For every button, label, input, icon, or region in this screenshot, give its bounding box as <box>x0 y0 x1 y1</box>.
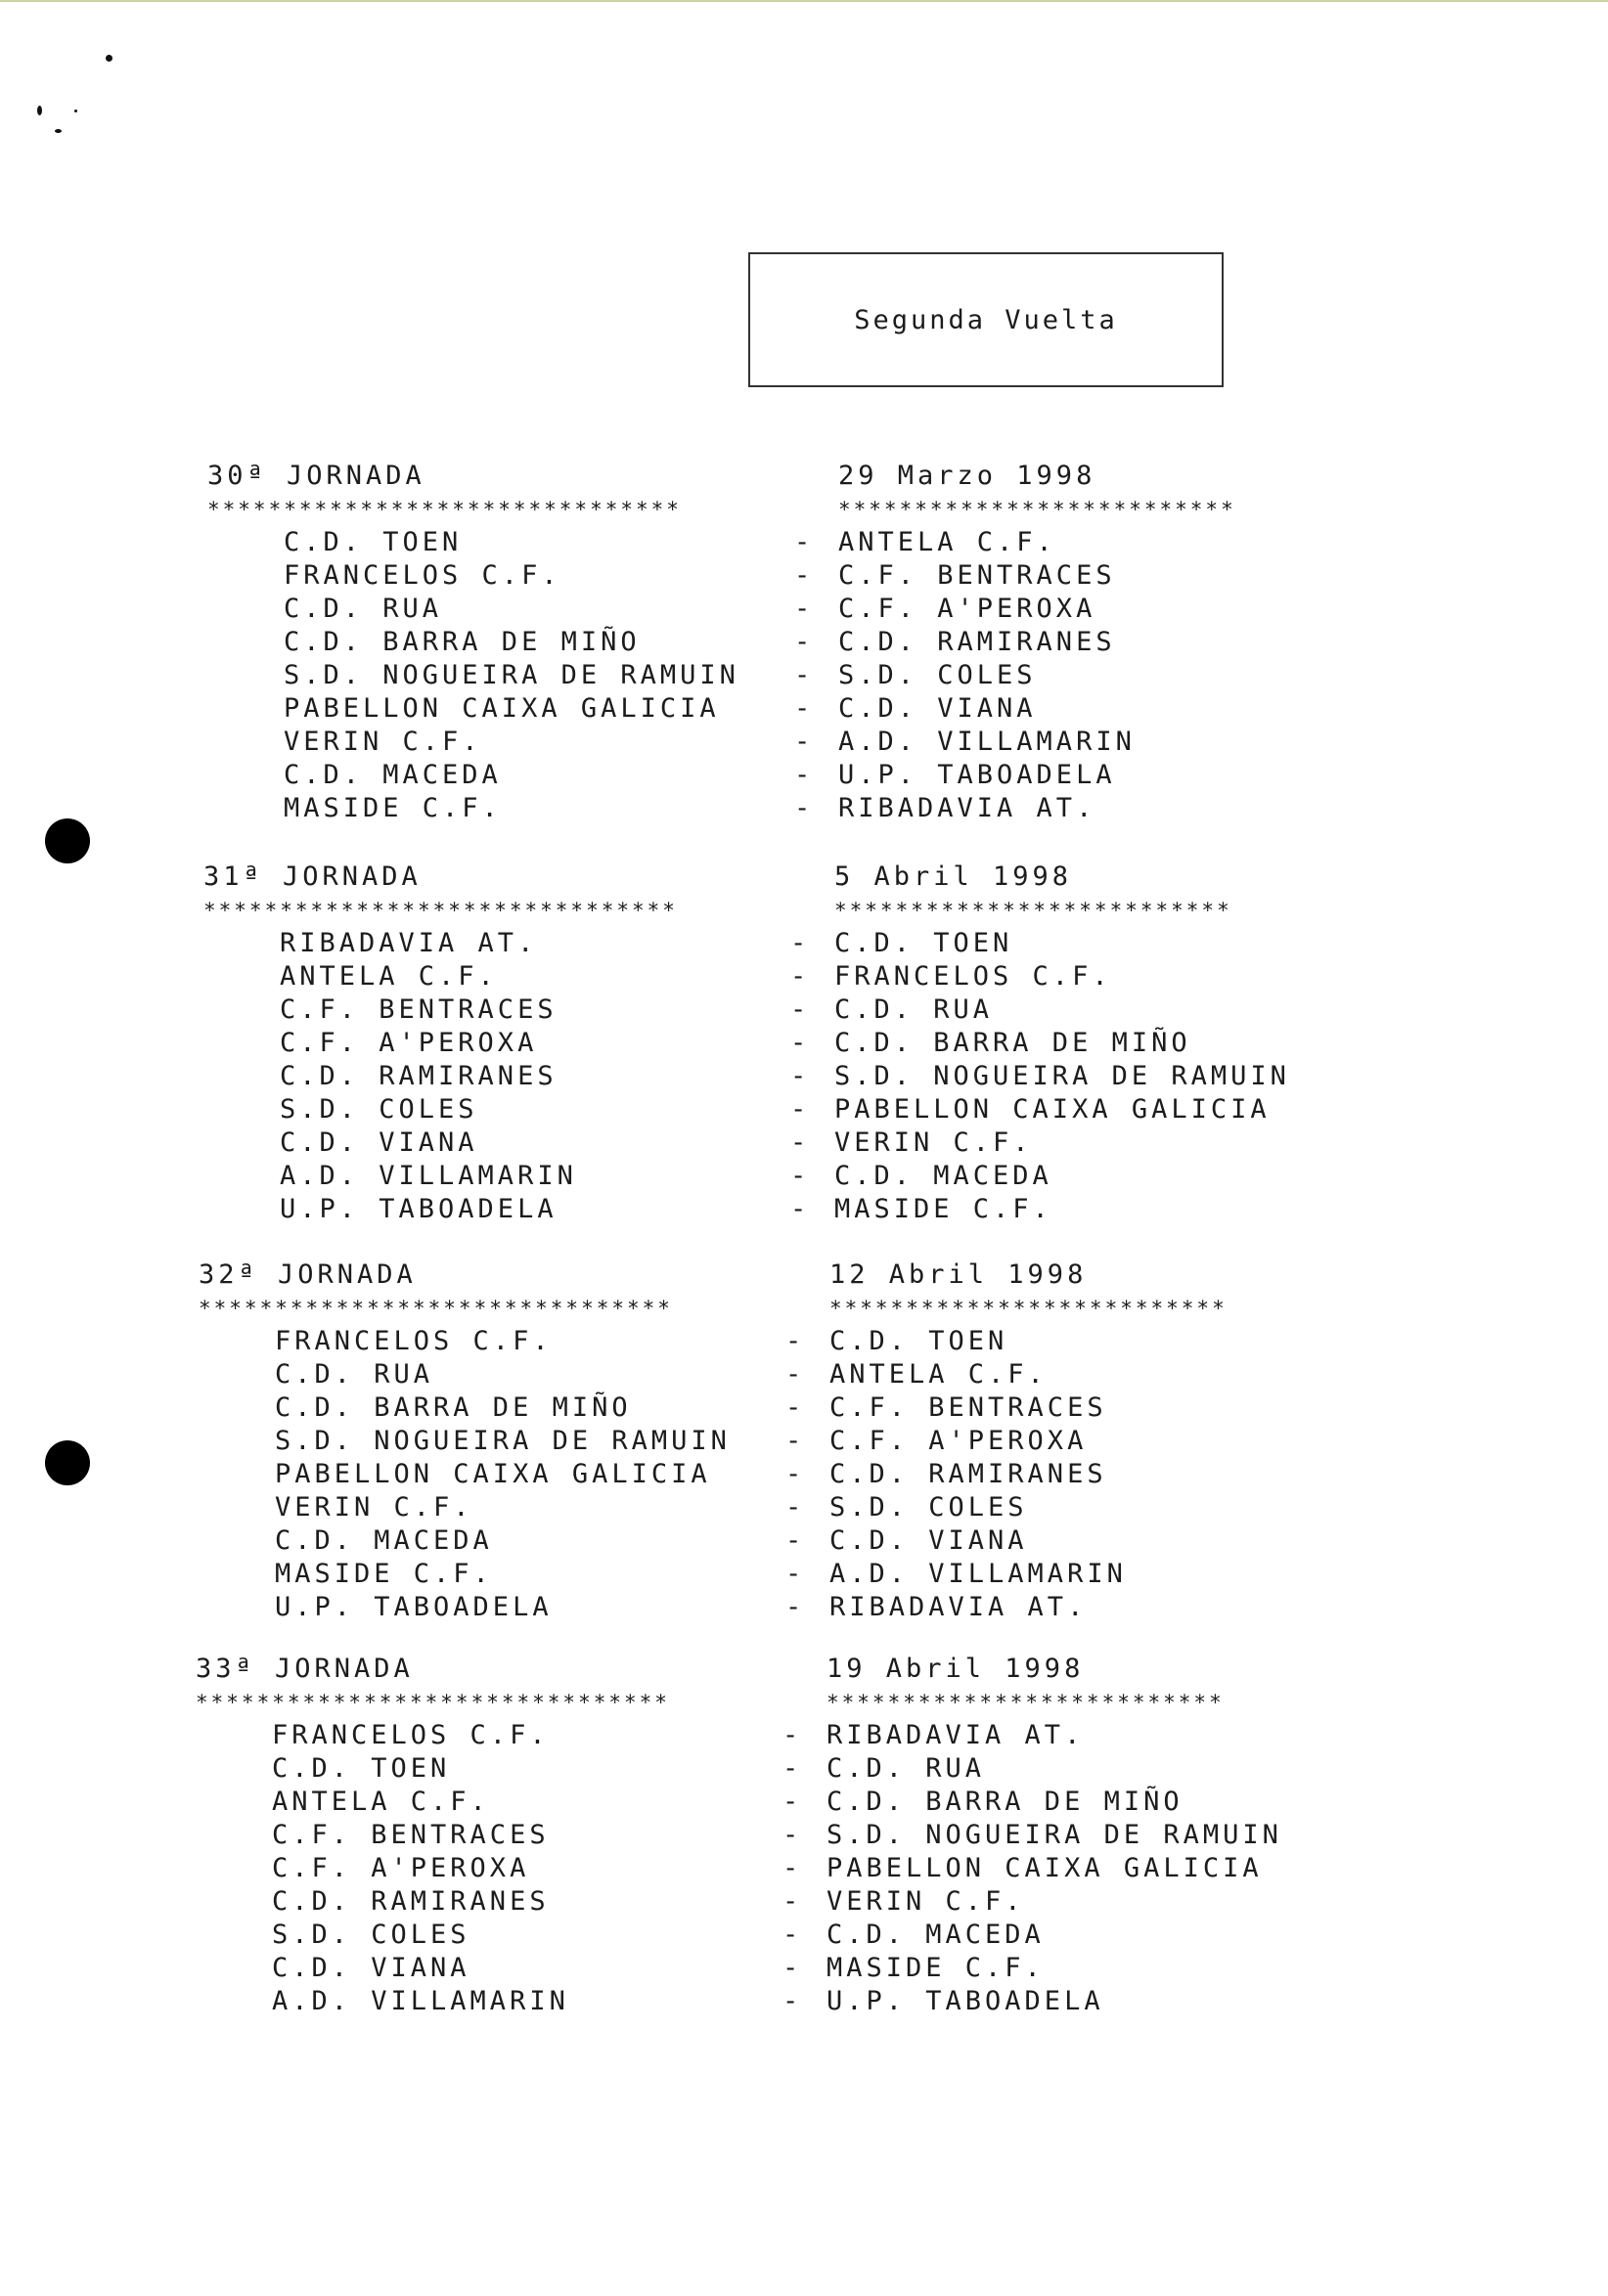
match-row <box>196 1752 1369 1786</box>
home-team: C.F. A'PEROXA <box>280 1028 538 1058</box>
match-separator: - <box>782 1920 803 1950</box>
home-team: C.D. RUA <box>275 1359 434 1390</box>
match-row <box>207 626 1381 659</box>
top-edge-line <box>0 0 1608 2</box>
away-team: MASIDE C.F. <box>826 1953 1045 1983</box>
match-separator: - <box>782 1853 803 1883</box>
home-team: ANTELA C.F. <box>272 1787 490 1817</box>
home-team: FRANCELOS C.F. <box>275 1326 553 1356</box>
match-separator: - <box>790 1161 811 1191</box>
home-team: C.F. A'PEROXA <box>272 1853 530 1883</box>
match-row <box>199 1458 1372 1491</box>
round-date: 19 Abril 1998 <box>826 1654 1085 1684</box>
home-team: C.D. BARRA DE MIÑO <box>284 627 641 657</box>
match-row <box>196 1819 1369 1852</box>
punch-hole <box>45 1440 90 1485</box>
home-team: C.D. RUA <box>284 594 443 624</box>
match-separator: - <box>782 1787 803 1817</box>
match-separator: - <box>785 1492 806 1523</box>
round-title: 33ª JORNADA <box>196 1654 414 1684</box>
match-row <box>196 1885 1369 1919</box>
scan-speck <box>37 106 42 115</box>
away-team: C.D. TOEN <box>834 928 1013 958</box>
match-separator: - <box>782 1820 803 1850</box>
away-team: S.D. COLES <box>838 660 1037 690</box>
match-row <box>203 1126 1377 1160</box>
round-title: 31ª JORNADA <box>203 861 422 892</box>
away-team: C.D. VIANA <box>838 693 1037 724</box>
match-row <box>199 1558 1372 1591</box>
asterisk-line-right: ************************** <box>829 1297 1228 1320</box>
scan-speck <box>74 110 77 112</box>
match-row <box>196 1719 1369 1752</box>
away-team: C.F. A'PEROXA <box>829 1426 1088 1456</box>
match-row <box>207 759 1381 792</box>
match-row <box>203 1060 1377 1093</box>
match-separator: - <box>785 1359 806 1390</box>
round-block <box>199 1258 1372 1624</box>
match-row <box>203 993 1377 1027</box>
match-row <box>207 559 1381 593</box>
home-team: S.D. COLES <box>280 1094 478 1125</box>
match-separator: - <box>785 1426 806 1456</box>
away-team: A.D. VILLAMARIN <box>838 727 1136 757</box>
match-row <box>199 1524 1372 1558</box>
home-team: PABELLON CAIXA GALICIA <box>275 1459 711 1489</box>
home-team: C.F. BENTRACES <box>272 1820 550 1850</box>
match-separator: - <box>785 1592 806 1622</box>
home-team: A.D. VILLAMARIN <box>272 1986 569 2016</box>
match-separator: - <box>782 1886 803 1917</box>
asterisk-line-right: ************************** <box>838 498 1236 521</box>
match-row <box>196 1786 1369 1819</box>
home-team: VERIN C.F. <box>284 727 482 757</box>
match-row <box>203 960 1377 993</box>
match-separator: - <box>794 527 815 557</box>
match-separator: - <box>782 1953 803 1983</box>
home-team: C.D. RAMIRANES <box>280 1061 558 1091</box>
asterisk-line-right: ************************** <box>834 899 1232 922</box>
away-team: VERIN C.F. <box>826 1886 1025 1917</box>
match-row <box>203 927 1377 960</box>
match-separator: - <box>782 1753 803 1784</box>
home-team: S.D. COLES <box>272 1920 470 1950</box>
away-team: C.F. BENTRACES <box>829 1392 1107 1423</box>
round-header <box>196 1653 1369 1686</box>
match-row <box>207 726 1381 759</box>
match-separator: - <box>785 1326 806 1356</box>
away-team: RIBADAVIA AT. <box>826 1720 1085 1750</box>
match-separator: - <box>794 627 815 657</box>
asterisk-divider <box>199 1292 1372 1325</box>
round-date: 29 Marzo 1998 <box>838 461 1096 491</box>
match-separator: - <box>785 1559 806 1589</box>
match-row <box>199 1591 1372 1624</box>
away-team: U.P. TABOADELA <box>838 760 1116 790</box>
home-team: PABELLON CAIXA GALICIA <box>284 693 720 724</box>
away-team: S.D. NOGUEIRA DE RAMUIN <box>834 1061 1290 1091</box>
away-team: MASIDE C.F. <box>834 1194 1052 1224</box>
home-team: C.D. MACEDA <box>284 760 502 790</box>
match-separator: - <box>790 1028 811 1058</box>
away-team: C.D. MACEDA <box>834 1161 1052 1191</box>
page-title-box <box>748 252 1224 387</box>
match-row <box>199 1425 1372 1458</box>
match-separator: - <box>794 594 815 624</box>
away-team: C.D. BARRA DE MIÑO <box>826 1787 1184 1817</box>
match-row <box>203 1160 1377 1193</box>
match-separator: - <box>794 727 815 757</box>
away-team: RIBADAVIA AT. <box>829 1592 1088 1622</box>
away-team: C.D. RUA <box>834 994 994 1025</box>
asterisk-line-right: ************************** <box>826 1691 1225 1714</box>
home-team: U.P. TABOADELA <box>280 1194 558 1224</box>
round-title: 30ª JORNADA <box>207 461 425 491</box>
home-team: C.D. MACEDA <box>275 1525 493 1556</box>
match-row <box>199 1491 1372 1524</box>
away-team: U.P. TABOADELA <box>826 1986 1104 2016</box>
match-separator: - <box>790 961 811 992</box>
match-separator: - <box>794 793 815 823</box>
asterisk-line-left: ******************************* <box>196 1691 670 1714</box>
away-team: S.D. COLES <box>829 1492 1028 1523</box>
home-team: ANTELA C.F. <box>280 961 498 992</box>
match-separator: - <box>785 1525 806 1556</box>
match-row <box>196 1852 1369 1885</box>
round-date: 12 Abril 1998 <box>829 1259 1088 1290</box>
home-team: FRANCELOS C.F. <box>272 1720 550 1750</box>
round-header <box>199 1258 1372 1292</box>
match-separator: - <box>790 994 811 1025</box>
home-team: RIBADAVIA AT. <box>280 928 538 958</box>
match-separator: - <box>790 928 811 958</box>
away-team: C.D. BARRA DE MIÑO <box>834 1028 1191 1058</box>
match-separator: - <box>794 660 815 690</box>
match-separator: - <box>782 1720 803 1750</box>
page-title: Segunda Vuelta <box>854 304 1118 335</box>
home-team: C.F. BENTRACES <box>280 994 558 1025</box>
away-team: C.D. RAMIRANES <box>838 627 1116 657</box>
away-team: RIBADAVIA AT. <box>838 793 1096 823</box>
match-separator: - <box>794 560 815 591</box>
home-team: C.D. VIANA <box>272 1953 470 1983</box>
asterisk-line-left: ******************************* <box>203 899 678 922</box>
home-team: VERIN C.F. <box>275 1492 473 1523</box>
home-team: C.D. TOEN <box>272 1753 451 1784</box>
match-separator: - <box>794 760 815 790</box>
match-row <box>199 1391 1372 1425</box>
round-block <box>196 1653 1369 2018</box>
match-row <box>207 792 1381 825</box>
match-separator: - <box>790 1194 811 1224</box>
home-team: S.D. NOGUEIRA DE RAMUIN <box>284 660 739 690</box>
punch-hole <box>45 818 90 863</box>
round-header <box>207 460 1381 493</box>
match-separator: - <box>790 1127 811 1158</box>
scan-speck <box>106 55 112 62</box>
asterisk-line-left: ******************************* <box>207 498 682 521</box>
match-row <box>207 692 1381 726</box>
home-team: MASIDE C.F. <box>284 793 502 823</box>
match-row <box>203 1193 1377 1226</box>
round-date: 5 Abril 1998 <box>834 861 1073 892</box>
match-separator: - <box>785 1459 806 1489</box>
match-row <box>196 1952 1369 1985</box>
home-team: U.P. TABOADELA <box>275 1592 553 1622</box>
match-separator: - <box>790 1094 811 1125</box>
match-row <box>203 1027 1377 1060</box>
away-team: C.D. MACEDA <box>826 1920 1045 1950</box>
round-header <box>203 861 1377 894</box>
match-row <box>207 593 1381 626</box>
away-team: ANTELA C.F. <box>838 527 1056 557</box>
away-team: C.D. TOEN <box>829 1326 1008 1356</box>
match-separator: - <box>782 1986 803 2016</box>
away-team: C.F. BENTRACES <box>838 560 1116 591</box>
away-team: S.D. NOGUEIRA DE RAMUIN <box>826 1820 1282 1850</box>
asterisk-divider <box>203 894 1377 927</box>
away-team: C.D. RUA <box>826 1753 986 1784</box>
match-row <box>199 1358 1372 1391</box>
away-team: C.D. RAMIRANES <box>829 1459 1107 1489</box>
match-separator: - <box>785 1392 806 1423</box>
match-row <box>207 526 1381 559</box>
asterisk-line-left: ******************************* <box>199 1297 673 1320</box>
asterisk-divider <box>207 493 1381 526</box>
home-team: S.D. NOGUEIRA DE RAMUIN <box>275 1426 731 1456</box>
away-team: C.D. VIANA <box>829 1525 1028 1556</box>
asterisk-divider <box>196 1686 1369 1719</box>
away-team: A.D. VILLAMARIN <box>829 1559 1127 1589</box>
home-team: C.D. BARRA DE MIÑO <box>275 1392 632 1423</box>
away-team: VERIN C.F. <box>834 1127 1033 1158</box>
scan-speck <box>55 129 62 133</box>
away-team: FRANCELOS C.F. <box>834 961 1112 992</box>
home-team: FRANCELOS C.F. <box>284 560 561 591</box>
match-row <box>203 1093 1377 1126</box>
match-row <box>207 659 1381 692</box>
away-team: PABELLON CAIXA GALICIA <box>826 1853 1263 1883</box>
match-separator: - <box>790 1061 811 1091</box>
away-team: PABELLON CAIXA GALICIA <box>834 1094 1271 1125</box>
home-team: MASIDE C.F. <box>275 1559 493 1589</box>
round-block <box>203 861 1377 1226</box>
round-block <box>207 460 1381 825</box>
home-team: C.D. VIANA <box>280 1127 478 1158</box>
home-team: C.D. TOEN <box>284 527 463 557</box>
away-team: C.F. A'PEROXA <box>838 594 1096 624</box>
home-team: C.D. RAMIRANES <box>272 1886 550 1917</box>
match-row <box>199 1325 1372 1358</box>
away-team: ANTELA C.F. <box>829 1359 1048 1390</box>
match-row <box>196 1919 1369 1952</box>
match-row <box>196 1985 1369 2018</box>
home-team: A.D. VILLAMARIN <box>280 1161 577 1191</box>
match-separator: - <box>794 693 815 724</box>
round-title: 32ª JORNADA <box>199 1259 417 1290</box>
